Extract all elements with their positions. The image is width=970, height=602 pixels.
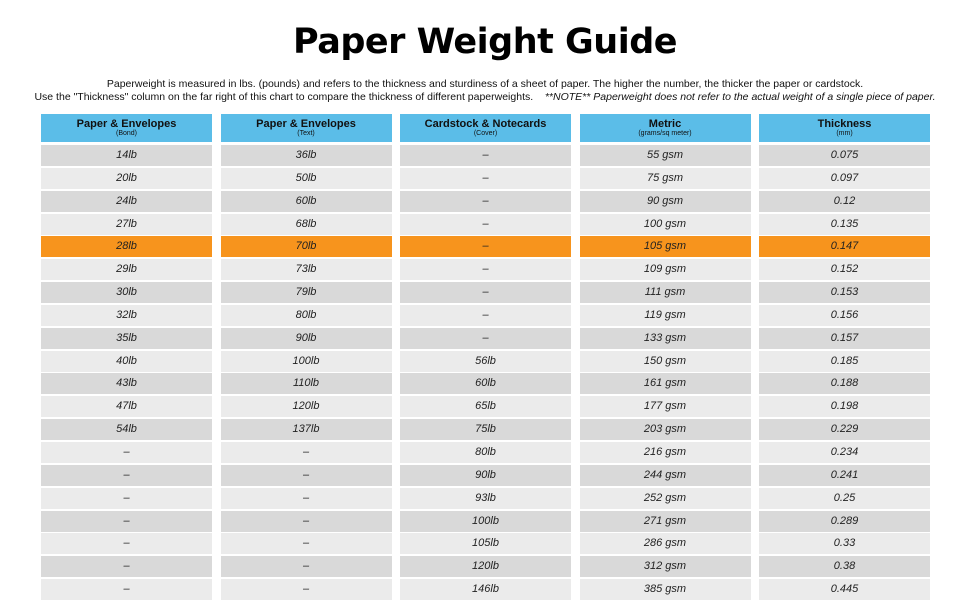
table-cell: 150 gsm bbox=[580, 351, 751, 372]
table-cell: – bbox=[221, 556, 392, 577]
table-cell: 0.38 bbox=[759, 556, 930, 577]
column-header bbox=[759, 114, 930, 142]
table-cell: 0.12 bbox=[759, 191, 930, 212]
table-column bbox=[400, 114, 571, 602]
intro-line-2 bbox=[0, 91, 970, 104]
table-cell: 28lb bbox=[41, 236, 212, 257]
column-header bbox=[41, 114, 212, 142]
table-cell: 133 gsm bbox=[580, 328, 751, 349]
table-cell: 50lb bbox=[221, 168, 392, 189]
table-cell: – bbox=[221, 579, 392, 600]
column-header bbox=[400, 114, 571, 142]
table-cell: 60lb bbox=[400, 373, 571, 394]
table-cell: 0.198 bbox=[759, 396, 930, 417]
column-header bbox=[580, 114, 751, 142]
table-cell: 93lb bbox=[400, 488, 571, 509]
table-cell: 43lb bbox=[41, 373, 212, 394]
table-cell: – bbox=[400, 168, 571, 189]
table-cell: 177 gsm bbox=[580, 396, 751, 417]
table-cell: 54lb bbox=[41, 419, 212, 440]
table-cell: 385 gsm bbox=[580, 579, 751, 600]
table-cell: 20lb bbox=[41, 168, 212, 189]
table-cell: – bbox=[221, 465, 392, 486]
table-cell: 100lb bbox=[221, 351, 392, 372]
table-column bbox=[759, 114, 930, 602]
table-cell: 90lb bbox=[400, 465, 571, 486]
table-cell: 90 gsm bbox=[580, 191, 751, 212]
column-header-subtitle: (Bond) bbox=[115, 130, 137, 137]
table-cell: 0.188 bbox=[759, 373, 930, 394]
table-cell: 109 gsm bbox=[580, 259, 751, 280]
table-cell: 32lb bbox=[41, 305, 212, 326]
table-cell: – bbox=[41, 511, 212, 532]
table-cell: – bbox=[400, 259, 571, 280]
table-cell: 216 gsm bbox=[580, 442, 751, 463]
table-cell: – bbox=[41, 465, 212, 486]
table-cell: 40lb bbox=[41, 351, 212, 372]
table-cell: – bbox=[221, 533, 392, 554]
column-header-title: Paper & Envelopes bbox=[256, 118, 356, 130]
table-cell: 100lb bbox=[400, 511, 571, 532]
table-cell: 14lb bbox=[41, 145, 212, 166]
table-cell: 73lb bbox=[221, 259, 392, 280]
column-header-subtitle: (Text) bbox=[297, 130, 315, 137]
table-cell: 0.152 bbox=[759, 259, 930, 280]
table-cell: 75 gsm bbox=[580, 168, 751, 189]
table-cell: 244 gsm bbox=[580, 465, 751, 486]
table-cell: 27lb bbox=[41, 214, 212, 235]
table-cell: – bbox=[400, 328, 571, 349]
table-cell: 111 gsm bbox=[580, 282, 751, 303]
table-cell: – bbox=[400, 214, 571, 235]
table-cell: 146lb bbox=[400, 579, 571, 600]
table-cell: 105lb bbox=[400, 533, 571, 554]
table-cell: 110lb bbox=[221, 373, 392, 394]
table-cell: – bbox=[400, 282, 571, 303]
table-cell: 120lb bbox=[221, 396, 392, 417]
table-cell: 68lb bbox=[221, 214, 392, 235]
table-cell: 0.241 bbox=[759, 465, 930, 486]
table-cell: 24lb bbox=[41, 191, 212, 212]
column-header-subtitle: (grams/sq meter) bbox=[638, 130, 692, 137]
table-cell: 0.33 bbox=[759, 533, 930, 554]
column-header-title: Cardstock & Notecards bbox=[424, 118, 547, 130]
intro-note: **NOTE** Paperweight does not refer to the actual weight of a single piece of paper. bbox=[544, 91, 936, 103]
table-cell: 36lb bbox=[221, 145, 392, 166]
table-cell: 0.234 bbox=[759, 442, 930, 463]
table-column bbox=[221, 114, 392, 602]
table-cell: – bbox=[221, 511, 392, 532]
column-header-subtitle: (Cover) bbox=[473, 130, 498, 137]
table-cell: – bbox=[221, 442, 392, 463]
table-cell: 65lb bbox=[400, 396, 571, 417]
table-cell: – bbox=[41, 442, 212, 463]
paper-weight-table bbox=[41, 114, 930, 602]
table-cell: 90lb bbox=[221, 328, 392, 349]
table-cell: 0.185 bbox=[759, 351, 930, 372]
table-cell: – bbox=[41, 533, 212, 554]
page-title: Paper Weight Guide bbox=[293, 22, 677, 62]
intro-line-2-text: Use the "Thickness" column on the far right of this chart to compare the thickness of different paperweights. bbox=[34, 91, 534, 103]
table-cell: 119 gsm bbox=[580, 305, 751, 326]
column-header-title: Metric bbox=[648, 118, 682, 130]
table-cell: 286 gsm bbox=[580, 533, 751, 554]
table-cell: 55 gsm bbox=[580, 145, 751, 166]
table-cell: – bbox=[400, 191, 571, 212]
column-header-subtitle: (mm) bbox=[836, 130, 853, 137]
table-cell: – bbox=[41, 488, 212, 509]
table-cell: 161 gsm bbox=[580, 373, 751, 394]
table-cell: 0.157 bbox=[759, 328, 930, 349]
table-cell: 100 gsm bbox=[580, 214, 751, 235]
table-cell: 60lb bbox=[221, 191, 392, 212]
table-cell: 203 gsm bbox=[580, 419, 751, 440]
table-cell: – bbox=[400, 236, 571, 257]
table-cell: 35lb bbox=[41, 328, 212, 349]
table-cell: 120lb bbox=[400, 556, 571, 577]
table-cell: 80lb bbox=[221, 305, 392, 326]
table-cell: 0.25 bbox=[759, 488, 930, 509]
intro-line-1: Paperweight is measured in lbs. (pounds) and refers to the thickness and sturdiness of a sheet of paper. The higher the number, the thicker the paper or cardstock. bbox=[106, 78, 864, 90]
table-cell: 75lb bbox=[400, 419, 571, 440]
table-cell: 0.289 bbox=[759, 511, 930, 532]
column-header-title: Thickness bbox=[817, 118, 872, 130]
table-cell: 80lb bbox=[400, 442, 571, 463]
table-cell: 312 gsm bbox=[580, 556, 751, 577]
table-column bbox=[41, 114, 212, 602]
table-cell: 47lb bbox=[41, 396, 212, 417]
table-cell: 79lb bbox=[221, 282, 392, 303]
table-cell: 0.445 bbox=[759, 579, 930, 600]
column-header-title: Paper & Envelopes bbox=[76, 118, 177, 130]
table-column bbox=[580, 114, 751, 602]
table-cell: 0.147 bbox=[759, 236, 930, 257]
table-cell: – bbox=[41, 556, 212, 577]
table-cell: 0.156 bbox=[759, 305, 930, 326]
column-header bbox=[221, 114, 392, 142]
table-cell: 0.229 bbox=[759, 419, 930, 440]
table-cell: – bbox=[41, 579, 212, 600]
table-cell: 70lb bbox=[221, 236, 392, 257]
table-cell: 137lb bbox=[221, 419, 392, 440]
intro-text bbox=[0, 78, 970, 104]
table-cell: 30lb bbox=[41, 282, 212, 303]
table-cell: 29lb bbox=[41, 259, 212, 280]
table-cell: 252 gsm bbox=[580, 488, 751, 509]
table-cell: 0.135 bbox=[759, 214, 930, 235]
table-cell: 105 gsm bbox=[580, 236, 751, 257]
table-cell: 56lb bbox=[400, 351, 571, 372]
table-cell: 0.153 bbox=[759, 282, 930, 303]
table-cell: 0.097 bbox=[759, 168, 930, 189]
table-cell: 0.075 bbox=[759, 145, 930, 166]
table-cell: 271 gsm bbox=[580, 511, 751, 532]
table-cell: – bbox=[221, 488, 392, 509]
table-cell: – bbox=[400, 145, 571, 166]
table-cell: – bbox=[400, 305, 571, 326]
